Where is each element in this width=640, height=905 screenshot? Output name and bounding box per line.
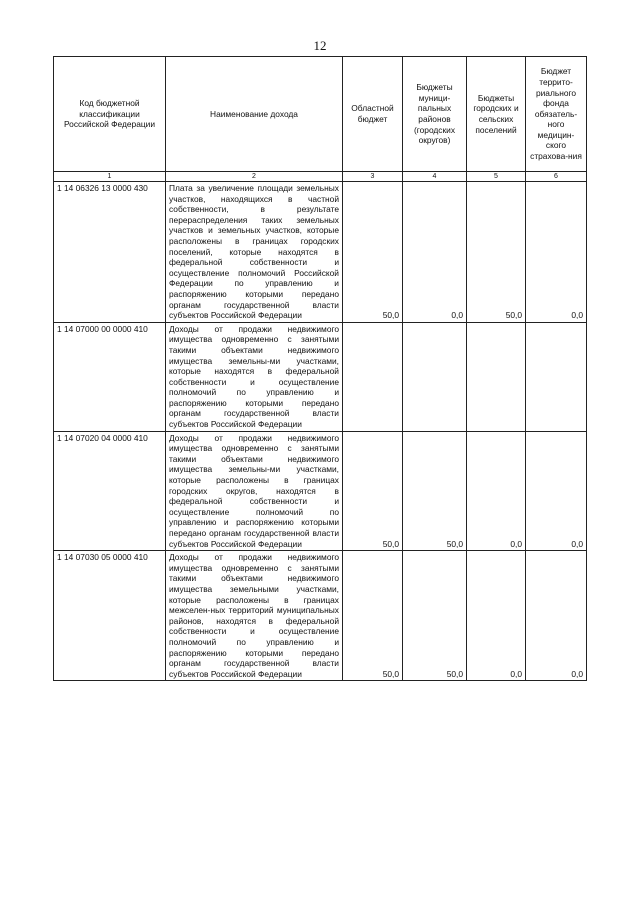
row-regional: 50,0	[343, 551, 403, 681]
header-municipal: Бюджеты муници-пальных районов (городских округов)	[403, 57, 467, 172]
row-municipal: 0,0	[403, 182, 467, 323]
row-code: 1 14 07030 05 0000 410	[54, 551, 166, 681]
header-name: Наименование дохода	[166, 57, 343, 172]
row-regional	[343, 322, 403, 431]
header-code: Код бюджетной классификации Российской Федерации	[54, 57, 166, 172]
row-regional: 50,0	[343, 431, 403, 551]
table-row	[54, 431, 587, 551]
row-name: Доходы от продажи недвижимого имущества одновременно с занятыми такими объектами недвижимого имущества земельны-ми участками, которые находятся в федеральной собственности и осуществление полномочий по управлению и распоряжению которыми передано органам государственной власти субъектов Российской Федерации	[166, 322, 343, 431]
header-tfoms: Бюджет террито-риального фонда обязатель-ного медицин-ского страхова-ния	[526, 57, 587, 172]
row-settlements	[467, 322, 526, 431]
table-row	[54, 551, 587, 681]
row-tfoms: 0,0	[526, 182, 587, 323]
header-settlements: Бюджеты городских и сельских поселений	[467, 57, 526, 172]
page-number: 12	[313, 38, 327, 53]
row-regional: 50,0	[343, 182, 403, 323]
row-municipal	[403, 322, 467, 431]
row-settlements: 0,0	[467, 431, 526, 551]
row-code: 1 14 06326 13 0000 430	[54, 182, 166, 323]
column-number: 3	[343, 172, 403, 182]
row-tfoms: 0,0	[526, 551, 587, 681]
column-number: 5	[467, 172, 526, 182]
column-number: 6	[526, 172, 587, 182]
row-name: Плата за увеличение площади земельных участков, находящихся в частной собственности, в результате перераспределения таких земельных участков и земельных участков, которые расположены в границах городских поселений, которые находятся в федеральной собственности и осуществление полномочий Российской Федерации по управлению и распоряжению которыми передано органам государственной власти субъектов Российской Федерации	[166, 182, 343, 323]
row-tfoms: 0,0	[526, 431, 587, 551]
header-regional: Областной бюджет	[343, 57, 403, 172]
row-municipal: 50,0	[403, 551, 467, 681]
row-settlements: 50,0	[467, 182, 526, 323]
row-settlements: 0,0	[467, 551, 526, 681]
column-number: 2	[166, 172, 343, 182]
row-code: 1 14 07000 00 0000 410	[54, 322, 166, 431]
budget-revenue-table	[53, 56, 587, 681]
row-municipal: 50,0	[403, 431, 467, 551]
column-number-row	[54, 172, 587, 182]
row-name: Доходы от продажи недвижимого имущества одновременно с занятыми такими объектами недвижимого имущества земельными участками, которые расположены в границах межселен-ных территорий муниципальных районов, находятся в федеральной собственности и осуществление полномочий по управлению и распоряжению которыми передано органам государственной власти субъектов Российской Федерации	[166, 551, 343, 681]
table-row	[54, 322, 587, 431]
column-number: 1	[54, 172, 166, 182]
row-name: Доходы от продажи недвижимого имущества одновременно с занятыми такими объектами недвижимого имущества земельны-ми участками, которые расположены в границах городских округов, находятся в федеральной собственности и осуществление полномочий по управлению и распоряжению которыми передано органам государственной власти субъектов Российской Федерации	[166, 431, 343, 551]
row-tfoms	[526, 322, 587, 431]
table-header-row	[54, 57, 587, 172]
table-row	[54, 182, 587, 323]
column-number: 4	[403, 172, 467, 182]
row-code: 1 14 07020 04 0000 410	[54, 431, 166, 551]
